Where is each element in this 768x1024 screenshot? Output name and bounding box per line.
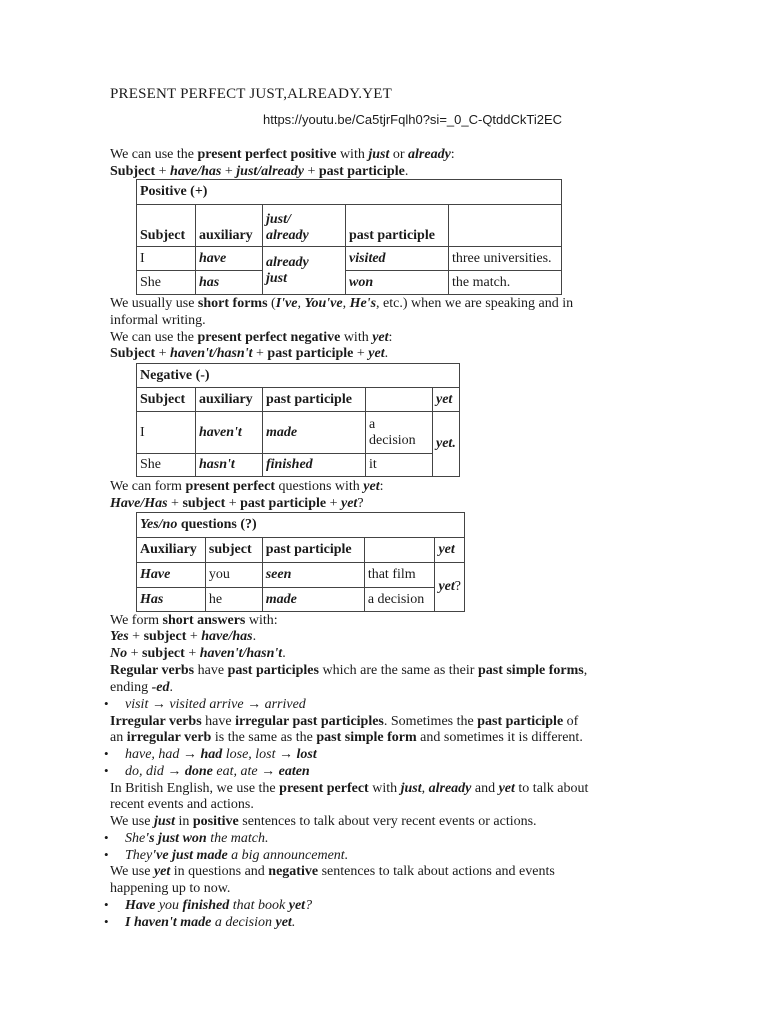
short-answers-line-2: Yes + subject + have/has.	[110, 629, 257, 644]
negative-intro-line-1: We can use the present perfect negative with yet:	[110, 330, 393, 345]
table-cell: I	[137, 247, 196, 271]
bullet-symbol: •	[104, 914, 109, 929]
british-line-4: We use yet in questions and negative sentences to talk about actions and events	[110, 864, 555, 879]
british-line-1: In British English, we use the present perfect with just, already and yet to talk about	[110, 781, 589, 796]
table-cell: finished	[263, 454, 366, 477]
table-cell: yet.	[433, 412, 460, 477]
short-answers-line-1: We form short answers with:	[110, 613, 278, 628]
irregular-example-1: have, had → had lose, lost → lost	[125, 747, 317, 762]
table-cell: made	[262, 588, 364, 612]
short-forms-line-2: informal writing.	[110, 313, 206, 328]
negative-table-title: Negative (-)	[137, 364, 460, 388]
table-cell: a decision	[364, 588, 435, 612]
header-cell: past participle	[346, 205, 449, 247]
regular-line-2: ending -ed.	[110, 680, 173, 695]
negative-intro-line-2: Subject + haven't/hasn't + past participle + yet.	[110, 346, 389, 361]
negative-table	[136, 363, 460, 477]
table-cell: She	[137, 271, 196, 295]
header-cell: yet	[433, 388, 460, 412]
short-answers-line-3: No + subject + haven't/hasn't.	[110, 646, 286, 661]
table-cell: yet?	[435, 563, 465, 612]
header-cell: auxiliary	[196, 205, 263, 247]
yet-example-1: Have you finished that book yet?	[125, 898, 313, 913]
question-intro-line-1: We can form present perfect questions with yet:	[110, 479, 384, 494]
bullet-symbol: •	[104, 897, 109, 912]
table-cell: you	[205, 563, 262, 588]
header-cell	[366, 388, 433, 412]
table-cell: three universities.	[449, 247, 562, 271]
irregular-line-1: Irregular verbs have irregular past participles. Sometimes the past participle of	[110, 714, 579, 729]
table-cell: Has	[137, 588, 206, 612]
british-line-5: happening up to now.	[110, 881, 231, 896]
irregular-line-2: an irregular verb is the same as the past simple form and sometimes it is different.	[110, 730, 583, 745]
table-cell: already just	[263, 247, 346, 295]
header-cell	[449, 205, 562, 247]
british-line-3: We use just in positive sentences to talk about very recent events or actions.	[110, 814, 537, 829]
table-cell: that film	[364, 563, 435, 588]
bullet-symbol: •	[104, 696, 109, 711]
bullet-symbol: •	[104, 746, 109, 761]
positive-table-title: Positive (+)	[137, 180, 562, 205]
header-cell: yet	[435, 538, 465, 563]
question-intro-line-2: Have/Has + subject + past participle + yet?	[110, 496, 364, 511]
header-cell: subject	[205, 538, 262, 563]
table-cell: haven't	[196, 412, 263, 454]
table-cell: he	[205, 588, 262, 612]
table-cell: the match.	[449, 271, 562, 295]
just-example-2: They've just made a big announcement.	[125, 848, 349, 863]
header-cell: auxiliary	[196, 388, 263, 412]
bullet-symbol: •	[104, 847, 109, 862]
short-forms-line-1: We usually use short forms (I've, You've, He's, etc.) when we are speaking and in	[110, 296, 574, 311]
yet-example-2: I haven't made a decision yet.	[125, 915, 296, 930]
table-cell: Have	[137, 563, 206, 588]
intro-line-2: Subject + have/has + just/already + past participle.	[110, 164, 409, 179]
header-cell: past participle	[263, 388, 366, 412]
header-cell: Subject	[137, 388, 196, 412]
table-cell: hasn't	[196, 454, 263, 477]
header-cell	[364, 538, 435, 563]
positive-table	[136, 179, 562, 295]
header-cell: past participle	[262, 538, 364, 563]
regular-example: visit → visited arrive → arrived	[125, 697, 306, 712]
bullet-symbol: •	[104, 763, 109, 778]
table-cell: I	[137, 412, 196, 454]
video-link[interactable]: https://youtu.be/Ca5tjrFqlh0?si=_0_C-QtddCkTi2EC	[263, 112, 563, 127]
table-cell: visited	[346, 247, 449, 271]
table-cell: a decision	[366, 412, 433, 454]
table-cell: made	[263, 412, 366, 454]
table-cell: seen	[262, 563, 364, 588]
table-cell: She	[137, 454, 196, 477]
table-cell: won	[346, 271, 449, 295]
page-title: PRESENT PERFECT JUST,ALREADY.YET	[110, 86, 392, 102]
british-line-2: recent events and actions.	[110, 797, 254, 812]
table-cell: have	[196, 247, 263, 271]
question-table	[136, 512, 465, 612]
just-example-1: She's just won the match.	[125, 831, 269, 846]
regular-line-1: Regular verbs have past participles which are the same as their past simple forms,	[110, 663, 588, 678]
table-cell: it	[366, 454, 433, 477]
table-cell: has	[196, 271, 263, 295]
question-table-title: Yes/no questions (?)	[137, 513, 465, 538]
header-cell: Subject	[137, 205, 196, 247]
bullet-symbol: •	[104, 830, 109, 845]
irregular-example-2: do, did → done eat, ate → eaten	[125, 764, 310, 779]
header-cell: just/ already	[263, 205, 346, 247]
intro-line-1: We can use the present perfect positive with just or already:	[110, 147, 455, 162]
header-cell: Auxiliary	[137, 538, 206, 563]
